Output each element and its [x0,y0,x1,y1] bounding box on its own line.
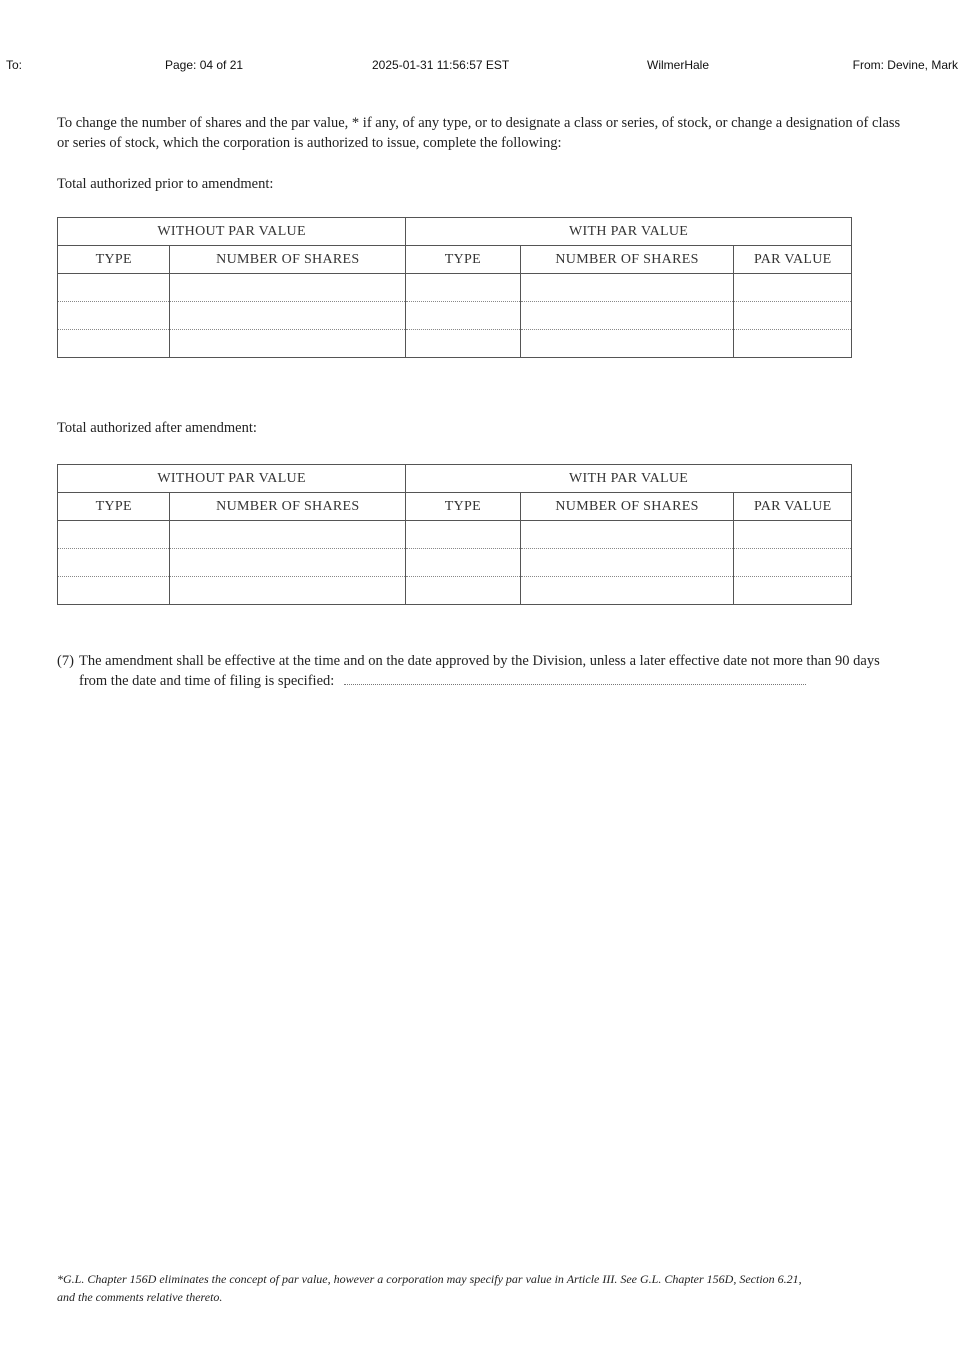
table-cell[interactable] [734,302,852,330]
after-shares-table [57,464,852,605]
with-par-header: WITH PAR VALUE [406,218,852,246]
without-par-header: WITHOUT PAR VALUE [58,465,406,493]
table-cell[interactable] [520,577,734,605]
fax-from: From: Devine, Mark [852,58,958,72]
without-par-header: WITHOUT PAR VALUE [58,218,406,246]
table-cell[interactable] [520,330,734,358]
table-row [58,521,852,549]
table-row [58,302,852,330]
table-cell[interactable] [734,521,852,549]
table-cell[interactable] [406,577,520,605]
table-cell[interactable] [58,274,170,302]
table-cell[interactable] [734,577,852,605]
table-cell[interactable] [170,577,406,605]
table-row [58,549,852,577]
fax-firm: WilmerHale [647,58,710,72]
table-cell[interactable] [406,521,520,549]
table-column-header-row [58,493,852,521]
number-of-shares-header: NUMBER OF SHARES [520,246,734,274]
par-value-footnote: *G.L. Chapter 156D eliminates the concept of par value, however a corporation may specify par value in Article III. See G.L. Chapter 156D, Section 6.21, and the comments relative thereto. [57,1272,802,1304]
fax-to: To: [6,58,23,72]
number-of-shares-header: NUMBER OF SHARES [520,493,734,521]
table-cell[interactable] [58,521,170,549]
item-number: (7) [57,653,74,669]
table-cell[interactable] [520,549,734,577]
par-value-header: PAR VALUE [734,493,852,521]
table-cell[interactable] [58,577,170,605]
type-header: TYPE [406,246,520,274]
type-header: TYPE [58,493,170,521]
effective-date-item [57,651,907,691]
table-cell[interactable] [406,302,520,330]
table-cell[interactable] [734,549,852,577]
fax-page-number: Page: 04 of 21 [165,58,244,72]
after-amendment-label: Total authorized after amendment: [57,420,257,436]
effective-date-field[interactable] [344,672,806,685]
table-group-header-row [58,465,852,493]
fax-header [0,58,967,76]
table-group-header-row [58,218,852,246]
type-header: TYPE [58,246,170,274]
table-cell[interactable] [170,549,406,577]
table-row [58,577,852,605]
number-of-shares-header: NUMBER OF SHARES [170,493,406,521]
table-cell[interactable] [170,521,406,549]
table-row [58,330,852,358]
table-column-header-row [58,246,852,274]
table-cell[interactable] [406,274,520,302]
table-row [58,274,852,302]
par-value-header: PAR VALUE [734,246,852,274]
fax-datetime: 2025-01-31 11:56:57 EST [372,58,510,72]
table-cell[interactable] [170,302,406,330]
prior-shares-table [57,217,852,358]
prior-amendment-label: Total authorized prior to amendment: [57,176,274,192]
table-cell[interactable] [58,549,170,577]
with-par-header: WITH PAR VALUE [406,465,852,493]
table-cell[interactable] [58,302,170,330]
table-cell[interactable] [170,330,406,358]
table-cell[interactable] [170,274,406,302]
table-cell[interactable] [520,302,734,330]
table-cell[interactable] [520,274,734,302]
table-cell[interactable] [734,274,852,302]
number-of-shares-header: NUMBER OF SHARES [170,246,406,274]
table-cell[interactable] [734,330,852,358]
table-cell[interactable] [58,330,170,358]
effective-date-text: The amendment shall be effective at the time and on the date approved by the Division, unless a later effective date not more than 90 days from the date and time of filing is specified: [79,653,880,689]
table-cell[interactable] [406,330,520,358]
table-cell[interactable] [520,521,734,549]
table-cell[interactable] [406,549,520,577]
type-header: TYPE [406,493,520,521]
intro-paragraph: To change the number of shares and the par value, * if any, of any type, or to designate a class or series, of stock, or change a designation of class or series of stock, which the corporation is authorized to issue, complete the following: [57,115,901,151]
